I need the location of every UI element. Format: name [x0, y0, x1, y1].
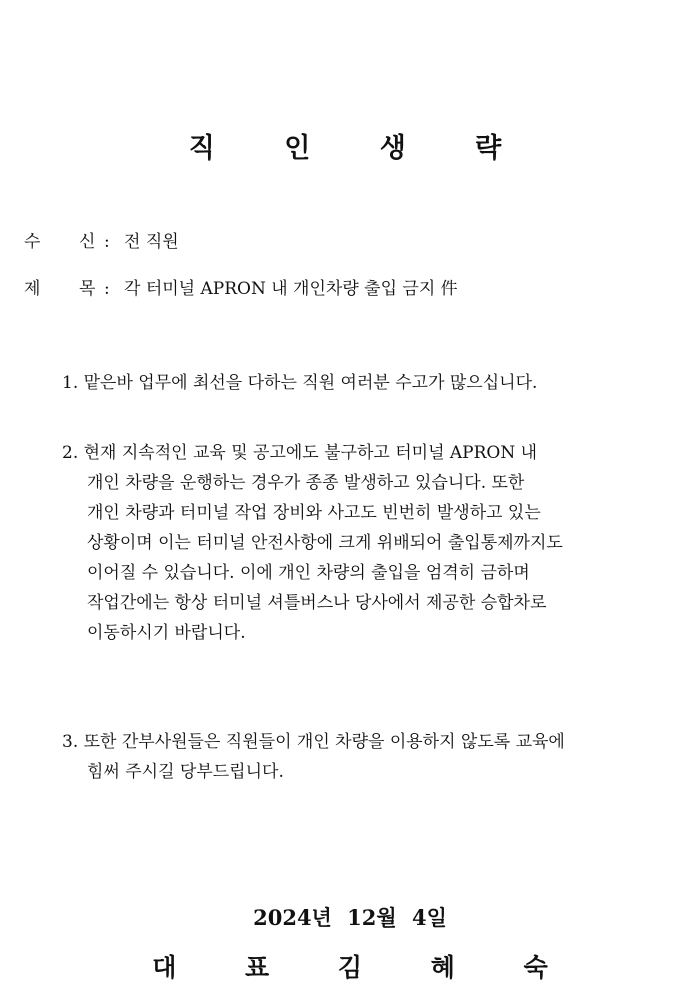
- subject-value: 각 터미널 APRON 내 개인차량 출입 금지 件: [124, 279, 458, 299]
- paragraph-line: 작업간에는 항상 터미널 셔틀버스나 당사에서 제공한 승합차로: [87, 593, 547, 613]
- paragraph-line: 이동하시기 바랍니다.: [87, 623, 246, 643]
- paragraph-1: [62, 368, 537, 398]
- recipient-label: 수 신: [24, 232, 96, 252]
- date-month: 12월: [347, 905, 397, 930]
- paragraph-2: [62, 438, 563, 648]
- paragraph-line: 개인 차량을 운행하는 경우가 종종 발생하고 있습니다. 또한: [87, 473, 525, 493]
- recipient-row: [24, 227, 179, 252]
- document-date: [0, 902, 700, 932]
- paragraph-3: [62, 727, 565, 787]
- recipient-separator: :: [104, 232, 110, 252]
- paragraph-line: 힘써 주시길 당부드립니다.: [87, 762, 284, 782]
- date-year: 2024년: [253, 905, 332, 930]
- subject-label: 제 목: [24, 279, 96, 299]
- date-day: 4일: [411, 905, 447, 930]
- signer-name: 대 표 김 혜 숙: [152, 953, 578, 982]
- recipient-value: 전 직원: [124, 232, 179, 252]
- subject-row: [24, 274, 458, 299]
- paragraph-line: 개인 차량과 터미널 작업 장비와 사고도 빈번히 발생하고 있는: [87, 503, 541, 523]
- document-title: 직 인 생 략: [188, 133, 532, 164]
- paragraph-line: 상황이며 이는 터미널 안전사항에 크게 위배되어 출입통제까지도: [87, 533, 563, 553]
- subject-separator: :: [104, 279, 110, 299]
- paragraph-line: 3. 또한 간부사원들은 직원들이 개인 차량을 이용하지 않도록 교육에: [62, 732, 565, 752]
- paragraph-line: 2. 현재 지속적인 교육 및 공고에도 불구하고 터미널 APRON 내: [62, 443, 538, 463]
- paragraph-line: 1. 맡은바 업무에 최선을 다하는 직원 여러분 수고가 많으십니다.: [62, 373, 538, 393]
- paragraph-line: 이어질 수 있습니다. 이에 개인 차량의 출입을 엄격히 금하며: [87, 563, 530, 583]
